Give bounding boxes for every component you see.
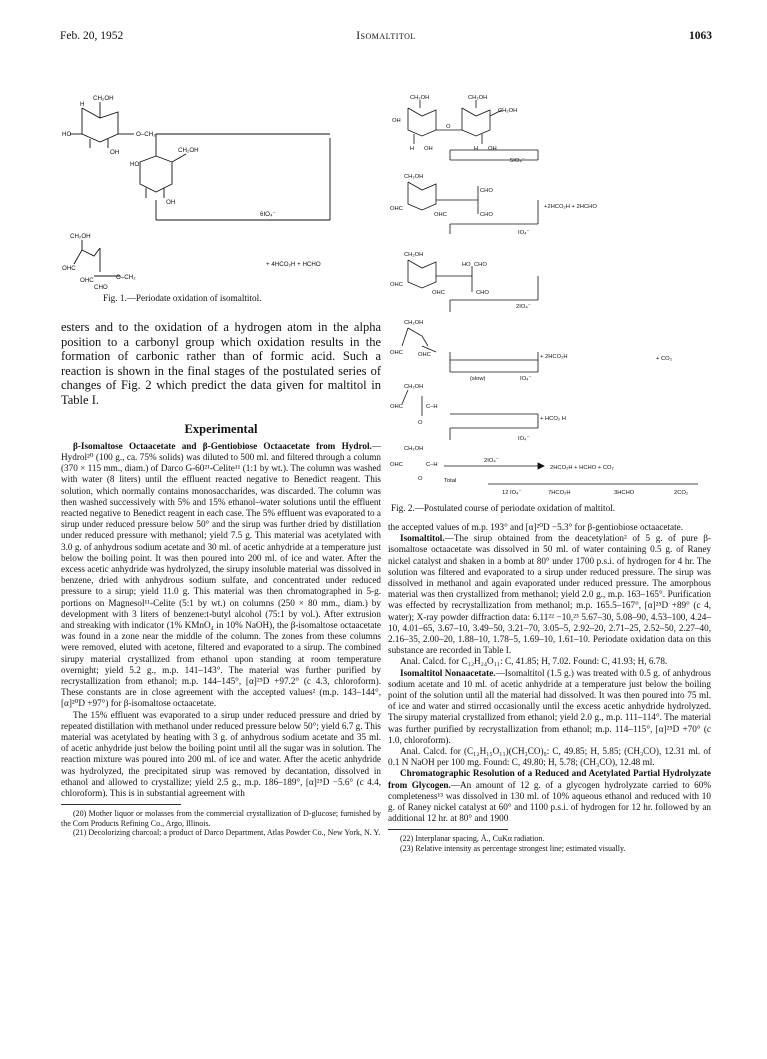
- fig2-oh-s4: OHC: [418, 352, 431, 358]
- footnote-rule-right: [388, 829, 508, 830]
- fig2-products-1: +2HCO₂H + 2HCHO: [544, 204, 597, 210]
- fig2-ho-s3: HO: [462, 262, 471, 268]
- fig2-ch2oh-c: CH₂OH: [498, 108, 518, 114]
- fig2-products-5: + HCO₂ H: [540, 416, 566, 422]
- header-title: Isomaltitol: [356, 30, 416, 42]
- fig2-ch2oh-s5: CH₂OH: [404, 384, 424, 390]
- fig2-oh-c: OH: [488, 146, 497, 152]
- fig2-ch2oh-s4: CH₂OH: [404, 320, 424, 326]
- fig1-oh1: OH: [110, 149, 120, 156]
- fig2-reagent-5: IO₄⁻: [518, 436, 530, 442]
- fig2-reagent-6: 2IO₄⁻: [484, 458, 499, 464]
- fig2-ch2oh-a: CH₂OH: [410, 95, 430, 101]
- fig1-och2-b: O–CH₂: [116, 274, 136, 281]
- fig1-och2: O–CH₂: [136, 131, 156, 138]
- figure-2-diagram: [388, 90, 712, 498]
- fig2-ch-s5: C–H: [426, 404, 438, 410]
- fig2-ohc-s6: OHC: [390, 462, 403, 468]
- fig2-total-hcho: 3HCHO: [614, 490, 635, 496]
- fig1-ch2oh-bot: CH₂OH: [70, 233, 91, 240]
- fig2-ohc-s2: OHC: [390, 206, 403, 212]
- fig2-total-co2: 2CO₂: [674, 490, 689, 496]
- footnote-23: (23) Relative intensity as percentage strongest line; estimated visually.: [400, 844, 626, 854]
- fig2-ch-s6: C–H: [426, 462, 438, 468]
- footnote-rule: [61, 804, 181, 805]
- isomaltitol-heading: Isomaltitol.: [400, 533, 445, 544]
- right-paragraph-2: [388, 668, 711, 746]
- right-anal-2: Anal. Calcd. for (C₁₂H₁₅O₁₁)(CH₃CO)₉: C, 49.85; H, 5.85; (CH₃CO), 12.31 ml. of 0.1 N NaOH per 100 mg. Found: C, 49.80; H, 5.78; (CH₃CO), 12.48 ml.: [388, 746, 711, 768]
- left-column: [61, 320, 381, 838]
- fig2-ohc-s4: OHC: [390, 350, 403, 356]
- fig2-ch2oh-b: CH₂OH: [468, 95, 488, 101]
- fig2-total-io4: 12 IO₄⁻: [502, 490, 522, 496]
- left-paragraph-1: [61, 441, 381, 710]
- fig2-o-s6: O: [418, 476, 423, 482]
- nonaacetate-heading: Isomaltitol Nonaacetate.: [400, 667, 496, 678]
- fig2-o-s5: O: [418, 420, 423, 426]
- figure-1-diagram: [60, 90, 380, 290]
- right-paragraph-1: [388, 533, 711, 656]
- isomaltitol-body: —The sirup obtained from the deacetylation² of 5 g. of pure β-isomaltose octaacetate was dissolved in 50 ml. of water containing 0.5 g. of Raney nickel catalyst and shaken in a bomb at 80° under 1700 p.s.i. of hydrogen for 4 hr. The solution was filtered and evaporated to a sirup under reduced pressure. The sirup was dissolved in methanol and again evaporated under reduced pressure. The amorphous material was then crystallized from methanol; yield 2.0 g., m.p. 163–165°. Purification was effected by recrystallization from methanol; m.p. 165.5–167°, [α]²⁵D +89° (c 4, water); X-ray powder diffraction data: 6.11²² −10,²³ 5.67–30, 5.08–90, 4.53–100, 4.24–10, 4.01–65, 3.67–10, 3.49–50, 3.21–70, 3.05–5, 2.92–20, 2.71–25, 2.52–50, 2.27–40, 2.16–35, 2.00–20, 1.88–10, 1.78–5, 1.69–10, 1.61–10. Periodate oxidation data on this substance are recorded in Table I.: [388, 533, 711, 656]
- page-number: 1063: [689, 30, 712, 42]
- left-paragraph-2: The 15% effluent was evaporated to a sirup under reduced pressure and dried by repeated distillation with methanol under reduced pressure below 50°; yield 6.7 g. This material was acetylated by heating with 3 g. of anhydrous sodium acetate and 35 ml. of acetic anhydride just below the boiling point until all the sugar was in solution. The reaction mixture was poured into 200 ml. of ice and water. After the acetic anhydride was hydrolyzed, the precipitated sirup was removed by decantation, dissolved in ethanol and allowed to crystallize; yield 2.5 g., m.p. 186–189°, [α]²⁵D −5.6° (c 4.4, chloroform). This is in substantial agreement with: [61, 709, 381, 799]
- fig2-ch2oh-s6: CH₂OH: [404, 446, 424, 452]
- fig2-reagent-1: 5IO₄⁻: [510, 158, 525, 164]
- section-experimental: Experimental: [184, 421, 258, 436]
- fig2-cho-s3b: CHO: [476, 290, 489, 296]
- fig1-ohc2: OHC: [80, 277, 94, 284]
- fig2-oh-a: OH: [392, 118, 401, 124]
- chromatographic-heading: Chromatographic Resolution of a Reduced and Acetylated Partial Hydrolyzate from Glycogen.: [388, 768, 711, 790]
- fig1-reagent: 6IO₄⁻: [260, 211, 276, 218]
- fig2-cho-s2b: CHO: [480, 212, 493, 218]
- right-paragraph-0: the accepted values of m.p. 193° and [α]²⁰D −5.3° for β-gentiobiose octaacetate.: [388, 522, 684, 532]
- chromatographic-body: —An amount of 12 g. of a glycogen hydrolyzate carried to 60% completeness¹³ was dissolved in 130 ml. of 10% aqueous ethanol and reduced with 10 g. of Raney nickel catalyst at 60° and 1100 p.s.i. of hydrogen for 12 hr. followed by an additional 12 hr. at 80° and 1900: [388, 779, 711, 824]
- footnote-21: (21) Decolorizing charcoal; a product of Darco Department, Atlas Powder Co., New York, N. Y.: [73, 828, 381, 838]
- p1-body: —Hydrol²⁰ (100 g., ca. 75% solids) was diluted to 500 ml. and filtered through a column (370 × 115 mm., diam.) of Darco G-60²¹-Celite¹¹ (1:1 by wt.). The column was washed with water (8 liters) until the effluent reacted negative to Benedict reagent. This solution, which normally contains monosaccharides, was discarded. The column was then washed successively with 5% and 15% ethanol–water solutions until the effluent reacted negative to Benedict reagent in each case. The 5% effluent was evaporated to a sirup under reduced pressure below 50° and the sirup was further dried by distillation under reduced pressure with methanol; yield 7.5 g. This material was acetylated with 3.0 g. of anhydrous sodium acetate and 30 ml. of acetic anhydride at a temperature just below the boiling point. It was then poured into 200 ml. of ice and water. After the excess acetic anhydride was hydrolyzed, the sirupy insoluble material was dissolved in benzene, dried with anhydrous sodium sulfate, and concentrated under reduced pressure to a sirup; yield 11.0 g. This material was then chromatographed in 5-g. portions on Magnesol¹¹-Celite (5:1 by wt.) on columns (250 × 80 mm., diam.) by development with 3 liters of benzene:t-butyl alcohol (75:1 by vol.). After extrusion and streaking with indicator (1% KMnO₄ in 10% NaOH), the β-isomaltose octaacetate was found in a zone near the middle of the column. The zones from these columns were removed, eluted with acetone, filtered and evaporated to a sirup. The combined sirupy material crystallized from ethanol upon standing at room temperature overnight; yield 5.2 g., m.p. 141–143°. The material was further purified by recrystallization from ethanol; m.p. 144–145°, [α]²⁵D +97.2° (c 4.3, chloroform). These constants are in close agreement with the accepted values² (m.p. 143–144°, [α]²⁰D +97°) for β-isomaltose octaacetate.: [61, 440, 381, 709]
- right-anal-1: Anal. Calcd. for C₁₂H₂₄O₁₁: C, 41.85; H, 7.02. Found: C, 41.93; H, 6.78.: [400, 656, 668, 667]
- fig2-reagent-4: IO₄⁻: [520, 376, 532, 382]
- fig2-o-link: O: [446, 124, 451, 130]
- fig2-products-6: 2HCO₂H + HCHO + CO₂: [550, 465, 614, 471]
- footnote-22: (22) Interplanar spacing, Å., CuKα radiation.: [400, 834, 545, 844]
- fig2-h-b: H: [474, 146, 479, 152]
- fig1-products: + 4HCO₂H + HCHO: [266, 261, 321, 268]
- fig1-ho: HO: [62, 131, 72, 138]
- nonaacetate-body: —Isomaltitol (1.5 g.) was treated with 0.5 g. of anhydrous sodium acetate and 10 ml. of acetic anhydride at a temperature just below the boiling point of the solution until all the material had dissolved. It was then poured into 75 ml. of ice and water and stirred occasionally until the excess acetic anhydride hydrolyzed. The sirupy material crystallized from ethanol; yield 2.0 g., m.p. 111–114°. The material was further purified by recrystallization from ethanol; m.p. 114–115°, [α]²⁵D +70° (c 1.0, chloroform).: [388, 667, 711, 745]
- right-paragraph-3: [388, 768, 711, 824]
- fig1-ch2oh-top: CH₂OH: [93, 95, 114, 102]
- fig2-total: Total: [444, 478, 457, 484]
- fig1-h1: H: [80, 101, 85, 108]
- fig2-h-a: H: [410, 146, 415, 152]
- fig2-co2-4: + CO₂: [656, 356, 672, 362]
- fig2-cho-s2a: CHO: [480, 188, 493, 194]
- fig1-ch2oh-mid: CH₂OH: [178, 147, 199, 154]
- footnote-20: (20) Mother liquor or molasses from the commercial crystallization of D-glucose; furnished by the Corn Products Refining Co., Argo, Illinois.: [61, 809, 381, 828]
- fig2-cho-s3a: CHO: [474, 262, 487, 268]
- fig2-reagent-3: 2IO₄⁻: [516, 304, 531, 310]
- fig2-reagent-2: IO₄⁻: [518, 230, 530, 236]
- fig2-total-hco2h: 7HCO₂H: [548, 490, 571, 496]
- fig1-oh2: OH: [166, 199, 176, 206]
- running-header: [60, 30, 712, 46]
- header-date: Feb. 20, 1952: [60, 30, 124, 42]
- right-column: [388, 522, 711, 854]
- figure-1-caption: Fig. 1.—Periodate oxidation of isomaltitol.: [103, 293, 262, 303]
- p1-heading: β-Isomaltose Octaacetate and β-Gentiobiose Octaacetate from Hydrol.: [73, 440, 372, 451]
- fig2-ohc-s5: OHC: [390, 404, 403, 410]
- fig2-ohc-s2b: OHC: [434, 212, 447, 218]
- fig1-ohc1: OHC: [62, 265, 76, 272]
- fig2-oh-b: OH: [424, 146, 433, 152]
- fig2-slow: (slow): [470, 376, 486, 382]
- figure-2-caption: Fig. 2.—Postulated course of periodate oxidation of maltitol.: [391, 503, 616, 513]
- fig2-products-4: + 2HCO₂H: [540, 354, 568, 360]
- fig2-ohc-s3b: OHC: [432, 290, 445, 296]
- left-intro-paragraph: esters and to the oxidation of a hydrogen atom in the alpha position to a carbonyl group which oxidation results in the formation of carbonic rather than of formic acid. Such a reaction is shown in the final stages of the postulated series of changes of Fig. 2 which predict the data given for maltitol in Table I.: [61, 320, 381, 407]
- fig1-cho: CHO: [94, 284, 108, 290]
- fig2-ch2oh-s2: CH₂OH: [404, 174, 424, 180]
- fig2-ohc-s3: OHC: [390, 282, 403, 288]
- fig1-ho2: HO: [130, 161, 140, 168]
- fig2-ch2oh-s3: CH₂OH: [404, 252, 424, 258]
